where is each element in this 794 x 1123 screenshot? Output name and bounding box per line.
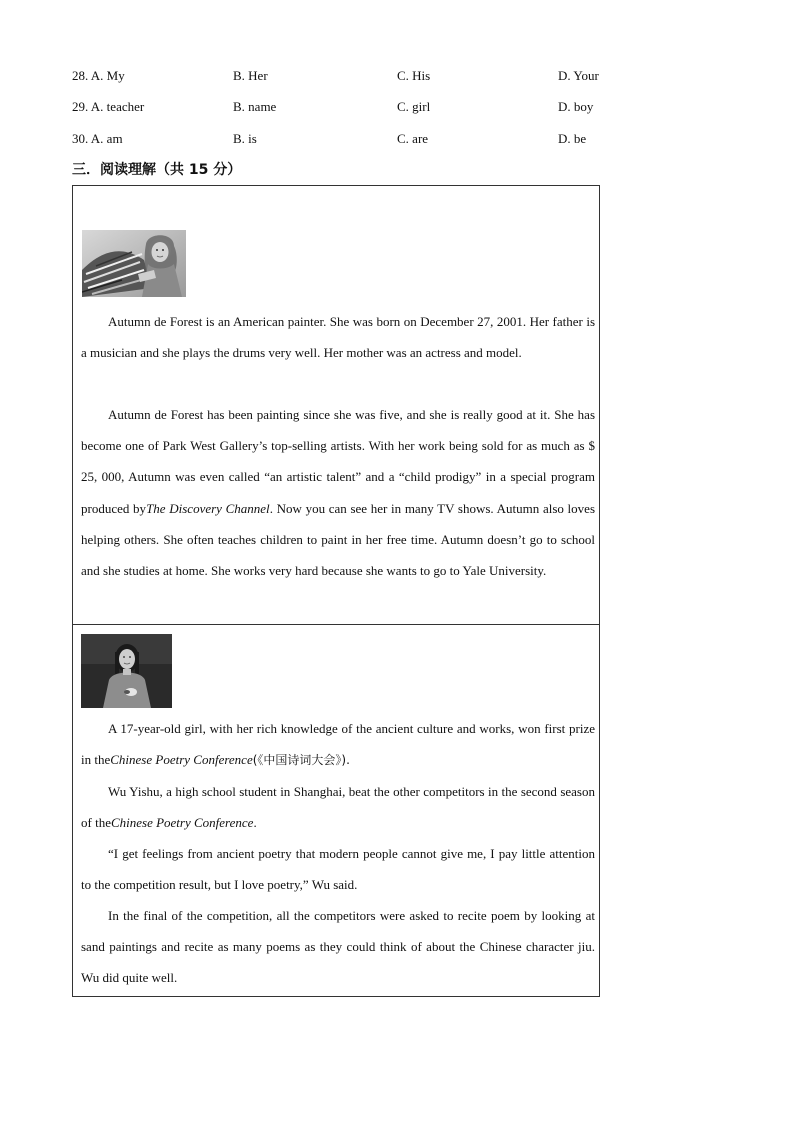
reading-passage-box — [72, 185, 600, 997]
question-29-option-a: 29. A. teacher — [72, 99, 145, 114]
question-29-option-d: D. boy — [558, 99, 594, 114]
question-28-option-b: B. Her — [233, 68, 268, 83]
passage-divider — [73, 624, 599, 625]
question-30-option-c: C. are — [397, 131, 429, 146]
passage2-paragraph-4: In the final of the competition, all the competitors were asked to recite poem by looking at sand paintings and recite as many poems as they could think of about the Chinese character jiu. Wu did quite well. — [81, 908, 595, 986]
passage2-paragraph-3: “I get feelings from ancient poetry that modern people cannot give me, I pay little attention to the competition result, but I love poetry,” Wu said. — [81, 846, 595, 893]
girl-on-stage-photo — [81, 634, 172, 708]
question-30-option-a: 30. A. am — [72, 131, 123, 146]
girl-with-painting-photo — [82, 230, 186, 297]
discovery-channel-title: The Discovery Channel — [146, 500, 270, 516]
question-29-option-c: C. girl — [397, 99, 431, 114]
section-title: 三．阅读理解（共 15 分） — [72, 162, 242, 178]
passage2-paragraph-2: Wu Yishu, a high school student in Shanghai, beat the other competitors in the second season of theChinese Poetry Conference. — [81, 784, 595, 831]
passage2-paragraph-1: A 17-year-old girl, with her rich knowledge of the ancient culture and works, won first prize in theChinese Poetry Conference(《中国诗词大会》). — [81, 721, 595, 768]
question-28-row — [72, 66, 632, 86]
question-30-option-b: B. is — [233, 131, 257, 146]
question-28-option-a: 28. A. My — [72, 68, 125, 83]
passage1-paragraph-1: Autumn de Forest is an American painter. She was born on December 27, 2001. Her father is a musician and she plays the drums very well. Her mother was an actress and model. — [81, 314, 595, 361]
question-30-row — [72, 129, 632, 149]
painting-photo-image — [82, 230, 186, 297]
question-29-option-b: B. name — [233, 99, 277, 114]
question-28-option-d: D. Your — [558, 68, 599, 83]
question-30-option-d: D. be — [558, 131, 587, 146]
passage1-paragraph-2: Autumn de Forest has been painting since she was five, and she is really good at it. She has become one of Park West Gallery’s top-selling artists. With her work being sold for as much as $ 25, 000, Autumn was even called “an artistic talent” and a “child prodigy” in a special program produced byThe Discovery Channel. Now you can see her in many TV shows. Autumn also loves helping others. She often teaches children to paint in her free time. Autumn doesn’t go to school and she studies at home. She works very hard because she wants to go to Yale University. — [81, 407, 596, 579]
poetry-conference-title-2: Chinese Poetry Conference — [110, 815, 254, 831]
stage-photo-image — [81, 634, 172, 708]
question-29-row — [72, 97, 632, 117]
poetry-conference-title: Chinese Poetry Conference — [110, 752, 253, 768]
question-28-option-c: C. His — [397, 68, 431, 83]
